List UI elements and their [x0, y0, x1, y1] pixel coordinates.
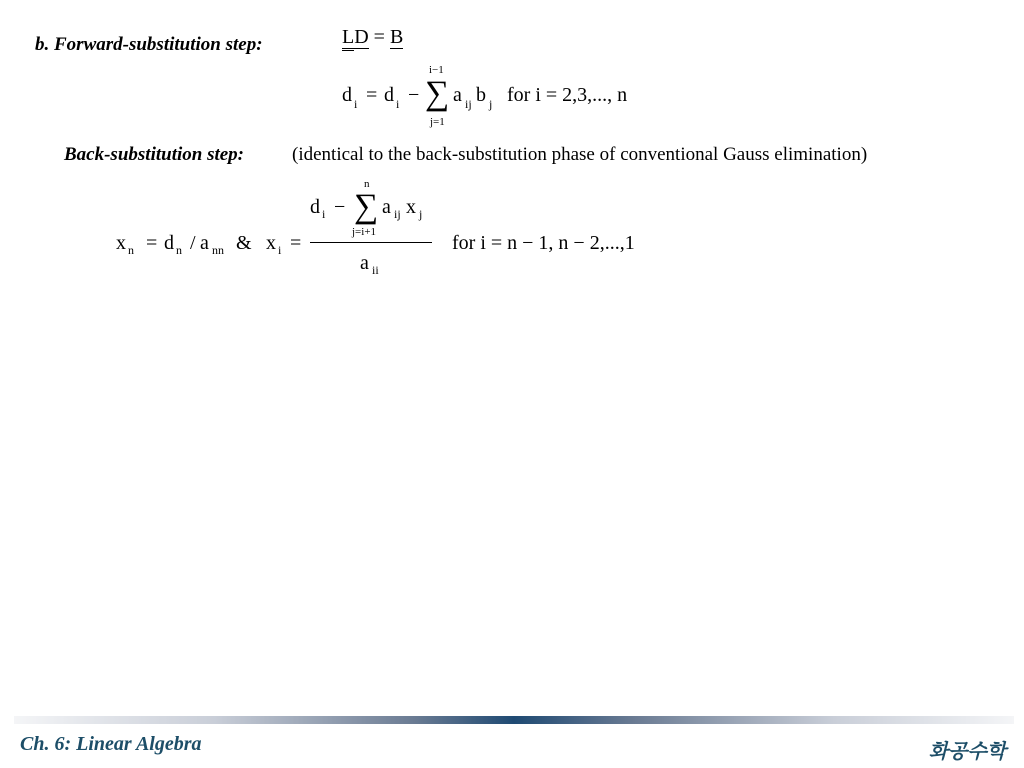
equals-sign: =	[373, 26, 385, 48]
fraction-bar	[310, 242, 432, 243]
back-range: for i = n − 1, n − 2,...,1	[452, 232, 635, 254]
summation-icon: ∑	[425, 75, 450, 112]
ij-subscript: ij	[465, 97, 472, 111]
x-symbol: x	[116, 232, 126, 254]
equals-sign: =	[366, 84, 378, 106]
vector-D: D	[354, 26, 369, 48]
ii-subscript: ii	[372, 263, 379, 277]
sum-lower-limit: j=1	[430, 116, 445, 128]
ij-subscript: ij	[394, 207, 401, 221]
course-title: 화공수학	[928, 739, 1006, 763]
back-formula	[116, 176, 656, 276]
vector-B: B	[389, 26, 404, 48]
b-symbol: b	[476, 84, 486, 106]
i-subscript: i	[322, 207, 326, 221]
chapter-title: Ch. 6: Linear Algebra	[20, 733, 202, 755]
n-subscript: n	[176, 243, 182, 257]
d-symbol: d	[384, 84, 394, 106]
forward-formula	[342, 64, 652, 130]
slash-sign: /	[190, 232, 196, 254]
a-symbol: a	[382, 196, 391, 218]
x-symbol: x	[266, 232, 276, 254]
i-subscript: i	[396, 97, 400, 111]
i-subscript: i	[278, 243, 282, 257]
sum-lower-limit: j=i+1	[352, 226, 377, 238]
n-subscript: n	[128, 243, 134, 257]
a-symbol: a	[360, 252, 369, 274]
i-subscript: i	[354, 97, 358, 111]
forward-range: for i = 2,3,..., n	[507, 84, 628, 106]
a-symbol: a	[453, 84, 462, 106]
a-symbol: a	[200, 232, 209, 254]
equals-sign: =	[146, 232, 158, 254]
equals-sign: =	[290, 232, 302, 254]
x-symbol: x	[406, 196, 416, 218]
ld-equals-b-equation	[342, 26, 403, 49]
j-subscript: j	[489, 97, 493, 111]
minus-sign: −	[334, 196, 346, 218]
forward-substitution-heading: b. Forward-substitution step:	[35, 34, 263, 55]
d-symbol: d	[342, 84, 352, 106]
summation-icon: ∑	[354, 188, 379, 225]
ampersand: &	[236, 232, 252, 254]
back-substitution-note: (identical to the back-substitution phase of conventional Gauss elimination)	[292, 144, 868, 165]
sum-upper-limit: n	[364, 178, 370, 190]
nn-subscript: nn	[212, 243, 224, 257]
d-symbol: d	[164, 232, 174, 254]
matrix-L: L	[342, 26, 354, 51]
minus-sign: −	[408, 84, 420, 106]
back-substitution-heading: Back-substitution step:	[64, 144, 244, 165]
d-symbol: d	[310, 196, 320, 218]
sum-upper-limit: i−1	[429, 64, 444, 76]
footer-divider	[14, 716, 1014, 724]
j-subscript: j	[419, 207, 423, 221]
